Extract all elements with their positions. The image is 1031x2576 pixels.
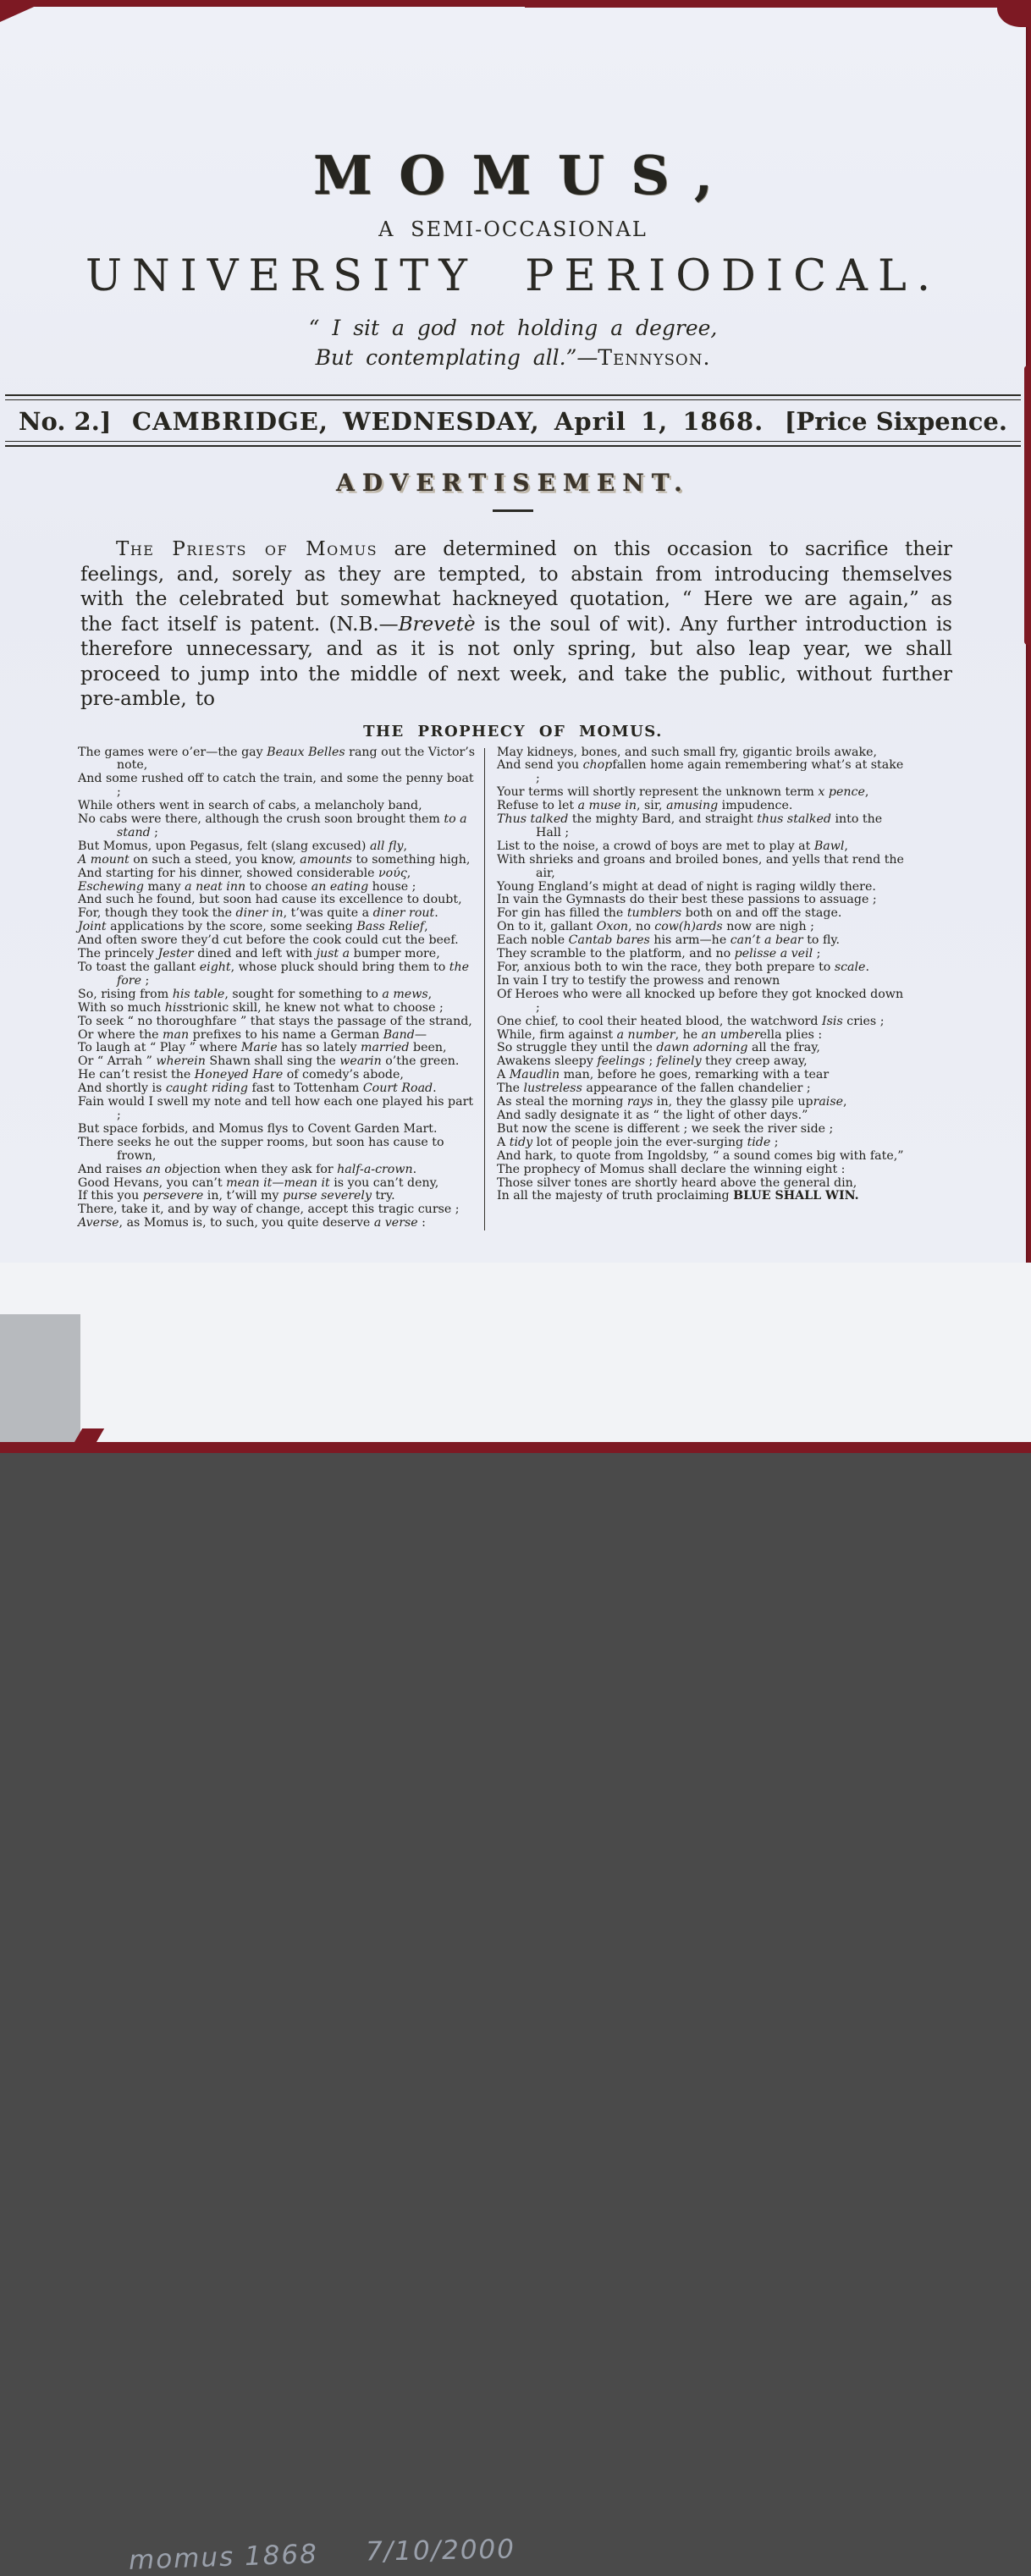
masthead-title-line2: UNIVERSITY PERIODICAL. (85, 251, 941, 301)
double-rule-bottom (5, 441, 1021, 447)
poem-column-right (485, 746, 907, 1231)
epigraph-line2 (0, 343, 1026, 372)
poem-line: A mount on such a steed, you know, amounts to something high, (78, 852, 471, 867)
epigraph-line2-text: But contemplating all.”— (315, 345, 598, 370)
scan-artifact-right-edge (1024, 366, 1031, 645)
poem-line: And sadly designate it as “ the light of other days.” (497, 1108, 808, 1122)
poem-line: For gin has filled the tumblers both on and off the stage. (497, 906, 842, 921)
poem-line: With shrieks and groans and broiled bones, and yells that rend the air, (497, 852, 904, 880)
poem-line: For, anxious both to win the race, they both prepare to scale. (497, 960, 869, 974)
poem-line: List to the noise, a crowd of boys are met to play at Bawl, (497, 839, 848, 853)
masthead-title: MOMUS, (313, 144, 740, 206)
dateline-row (0, 407, 1026, 436)
poem-line: And raises an objection when they ask for half-a-crown. (78, 1162, 417, 1176)
poem-line: So, rising from his table, sought for something to a mews, (78, 987, 433, 1001)
poem-line: Thus talked the mighty Bard, and straight thus stalked into the Hall ; (497, 812, 883, 839)
scan-artifact-top-edge (525, 0, 1031, 8)
poem-line: In all the majesty of truth proclaiming BLUE SHALL WIN. (497, 1189, 859, 1203)
poem-line: Eschewing many a neat inn to choose an eating house ; (78, 879, 416, 894)
poem-line: And often swore they’d cut before the cook could cut the beef. (78, 933, 459, 948)
advertisement-body (80, 537, 952, 713)
poem-line: As steal the morning rays in, they the glassy pile upraise, (497, 1095, 847, 1109)
poem-line: Or “ Arrah ” wherein Shawn shall sing the wearin o’the green. (78, 1054, 460, 1069)
poem-line: If this you persevere in, t’will my purse severely try. (78, 1189, 395, 1203)
poem-line: Awakens sleepy feelings ; felinely they creep away, (497, 1054, 808, 1069)
poem-line: The prophecy of Momus shall declare the winning eight : (497, 1162, 846, 1176)
poem-line: To toast the gallant eight, whose pluck should bring them to the fore ; (78, 960, 470, 988)
poem-line: To laugh at “ Play ” where Marie has so lately married been, (78, 1041, 447, 1055)
masthead-subtitle: A SEMI-OCCASIONAL (378, 217, 648, 241)
poem-line: And such he found, but soon had cause its excellence to doubt, (78, 893, 462, 907)
poem-line: And some rushed off to catch the train, and some the penny boat ; (78, 772, 474, 800)
poem-line: And send you chopfallen home again remembering what’s at stake ; (497, 758, 904, 786)
poem-line: But space forbids, and Momus flys to Covent Garden Mart. (78, 1121, 438, 1136)
poem-line: No cabs were there, although the crush soon brought them to a stand ; (78, 812, 467, 839)
poem-column-left (78, 746, 484, 1231)
poem-line: While others went in search of cabs, a melancholy band, (78, 799, 422, 813)
double-rule-top (5, 394, 1021, 400)
poem-line: In vain the Gymnasts do their best these passions to assuage ; (497, 893, 877, 907)
price: [Price Sixpence. (784, 407, 1007, 436)
poem-line: May kidneys, bones, and such small fry, gigantic broils awake, (497, 745, 878, 759)
poem-line: They scramble to the platform, and no pelisse a veil ; (497, 947, 821, 961)
poem-line: Good Hevans, you can’t mean it—mean it is you can’t deny, (78, 1175, 439, 1190)
poem-line: But now the scene is different ; we seek the river side ; (497, 1121, 834, 1136)
issue-number: No. 2.] (19, 407, 112, 436)
scan-artifact-corner-top-left (0, 0, 49, 22)
scan-bottom-strip (0, 1263, 1031, 2576)
poem-line: In vain I try to testify the prowess and renown (497, 973, 780, 988)
poem-line: The lustreless appearance of the fallen chandelier ; (497, 1082, 811, 1096)
poem-line: Those silver tones are shortly heard above the general din, (497, 1175, 857, 1190)
poem-line: And shortly is caught riding fast to Tottenham Court Road. (78, 1082, 437, 1096)
poem-line: Refuse to let a muse in, sir, amusing impudence. (497, 799, 793, 813)
handwritten-note-title: momus 1868 (128, 2539, 319, 2576)
poem-line: To seek “ no thoroughfare ” that stays the passage of the strand, (78, 1014, 472, 1028)
poem-line: On to it, gallant Oxon, no cow(h)ards now are nigh ; (497, 920, 814, 934)
poem-line: Of Heroes who were all knocked up before they got knocked down ; (497, 987, 904, 1015)
handwritten-note-date: 7/10/2000 (365, 2534, 516, 2568)
prophecy-poem (78, 746, 907, 1231)
poem-line: There, take it, and by way of change, accept this tragic curse ; (78, 1203, 460, 1217)
epigraph-author: Tennyson. (598, 345, 711, 370)
prophecy-heading: THE PROPHECY OF MOMUS. (363, 722, 663, 740)
dateline: CAMBRIDGE, WEDNESDAY, April 1, 1868. (132, 407, 764, 436)
advertisement-heading: ADVERTISEMENT. (336, 469, 690, 497)
section-rule (493, 509, 533, 512)
paper-sheet (0, 7, 1026, 1263)
poem-line: With so much hisstrionic skill, he knew not what to choose ; (78, 1000, 444, 1015)
advertisement-text: are determined on this occasion to sacrifice their feelings, and, sorely as they are tempted, to abstain from introducing themselves with the celebrated but somewhat hackneyed quotation, “ Here we are again,” as the fact itself is patent. (N.B.—Brevetè is the soul of wit). Any further introduction is therefore unnecessary, and as it is not only spring, but also leap year, we shall proceed to jump into the middle of next week, and take the public, without further pre-amble, to (80, 538, 952, 710)
scan-artifact-bottom-edge (0, 1442, 1031, 1453)
poem-line: Or where the man prefixes to his name a German Band— (78, 1027, 427, 1042)
poem-line: Fain would I swell my note and tell how each one played his part ; (78, 1095, 474, 1122)
poem-line: A tidy lot of people join the ever-surging tide ; (497, 1135, 779, 1149)
poem-line: Your terms will shortly represent the unknown term x pence, (497, 785, 869, 800)
advertisement-lead: The Priests of Momus (116, 538, 378, 560)
poem-line: For, though they took the diner in, t’was quite a diner rout. (78, 906, 438, 921)
scan-artifact-gray-patch (0, 1314, 80, 1453)
poem-line: And hark, to quote from Ingoldsby, “ a sound comes big with fate,” (497, 1148, 904, 1163)
epigraph (0, 313, 1026, 372)
epigraph-line1: “ I sit a god not holding a degree, (308, 316, 718, 340)
poem-line: A Maudlin man, before he goes, remarking with a tear (497, 1068, 830, 1082)
poem-line: One chief, to cool their heated blood, the watchword Isis cries ; (497, 1014, 885, 1028)
poem-line: The princely Jester dined and left with just a bumper more, (78, 947, 440, 961)
poem-line: Joint applications by the score, some seeking Bass Relief, (78, 920, 428, 934)
poem-line: And starting for his dinner, showed considerable νούς, (78, 866, 411, 880)
poem-line: Averse, as Momus is, to such, you quite deserve a verse : (78, 1216, 426, 1230)
poem-line: Young England’s might at dead of night is raging wildly there. (497, 879, 876, 894)
poem-line: There seeks he out the supper rooms, but soon has cause to frown, (78, 1135, 444, 1163)
poem-line: So struggle they until the dawn adorning all the fray, (497, 1041, 820, 1055)
poem-line: Each noble Cantab bares his arm—he can’t a bear to fly. (497, 933, 841, 948)
poem-line: But Momus, upon Pegasus, felt (slang excused) all fly, (78, 839, 407, 853)
poem-line: The games were o’er—the gay Beaux Belles rang out the Victor’s note, (78, 745, 476, 773)
poem-line: He can’t resist the Honeyed Hare of comedy’s abode, (78, 1068, 404, 1082)
poem-line: While, firm against a number, he an umberella plies : (497, 1027, 823, 1042)
